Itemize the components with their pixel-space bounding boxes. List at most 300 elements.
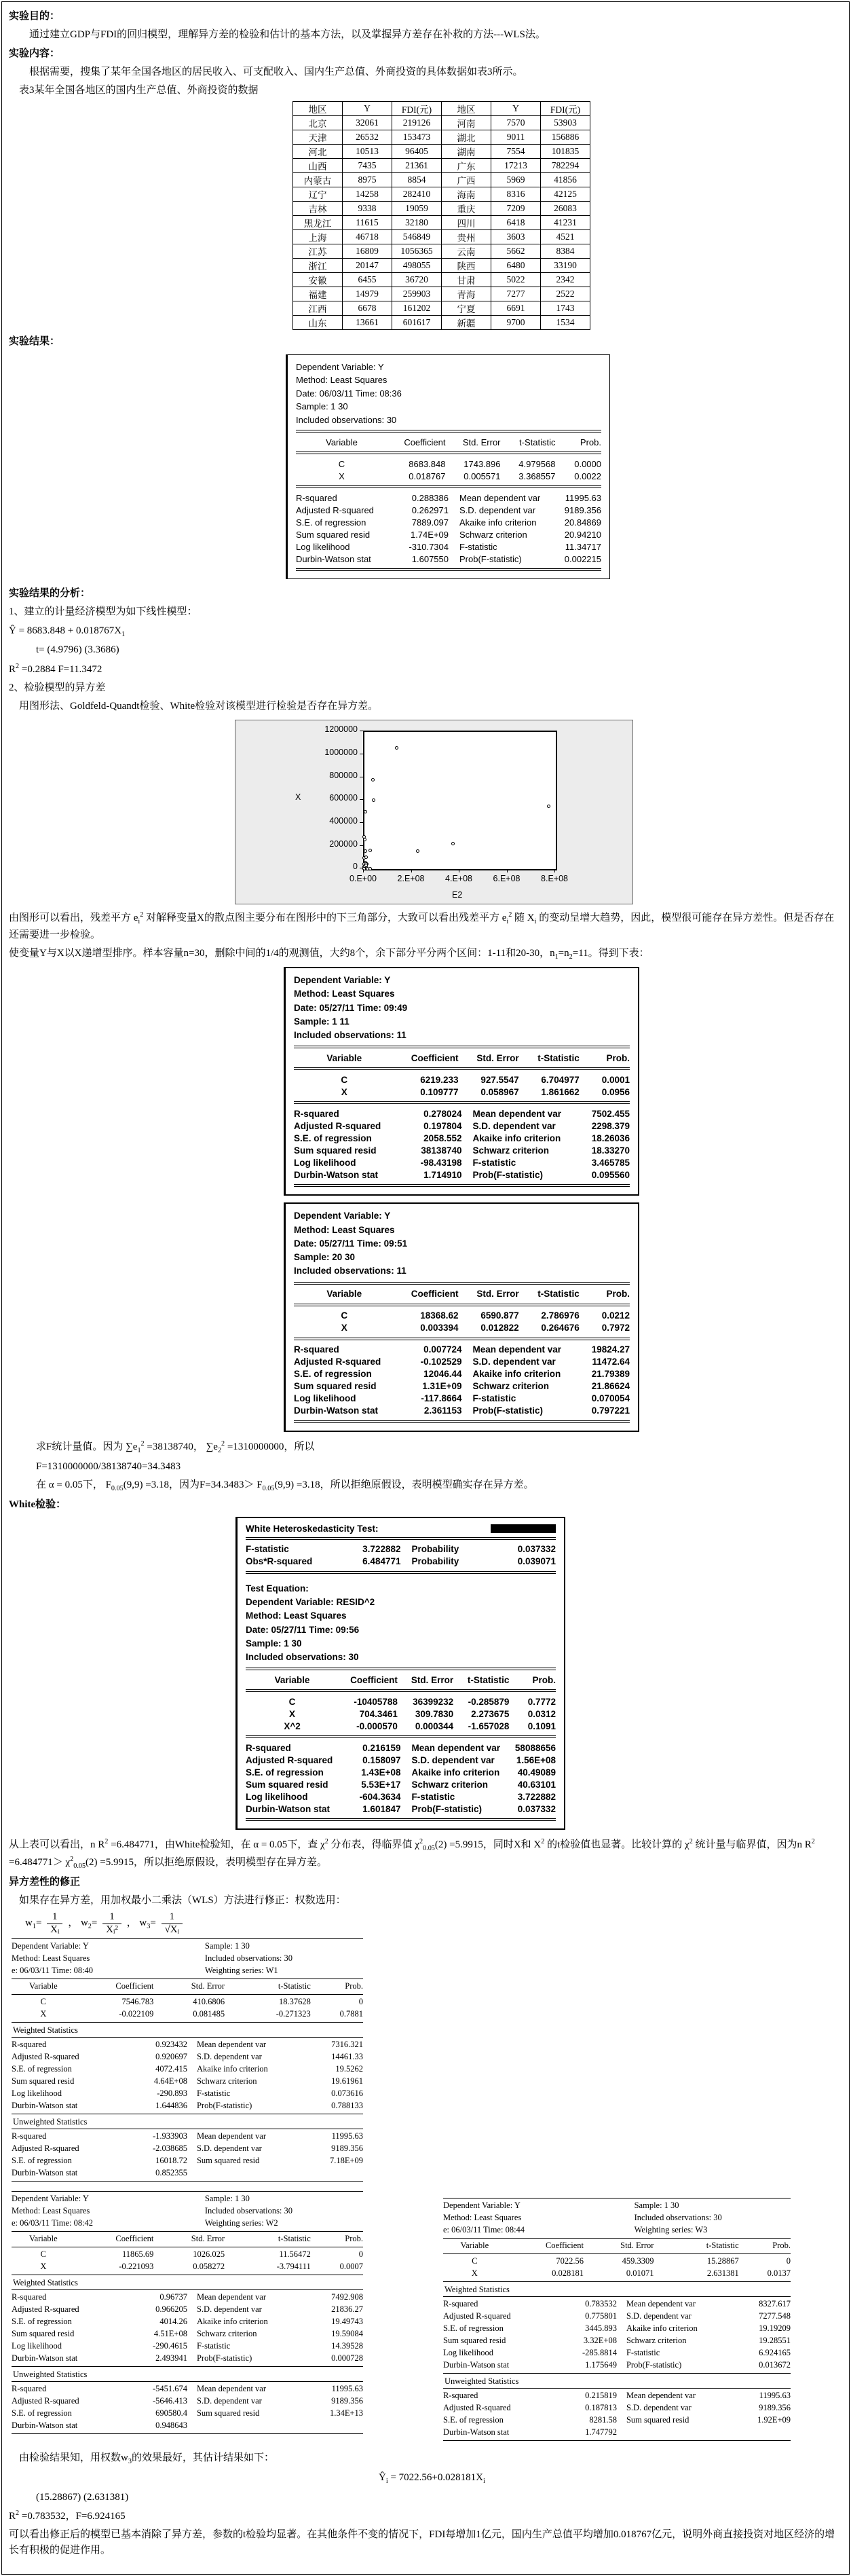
coef-cell: 410.6806 — [193, 1997, 225, 2007]
coef-cell: 7022.56 — [556, 2256, 584, 2266]
region-value-cell: 17213 — [491, 159, 541, 173]
double-rule — [296, 430, 601, 433]
stat-value: 0.013672 — [759, 2360, 791, 2370]
stat-value: 7502.455 — [591, 1108, 630, 1119]
coef-cell: 0 — [358, 1997, 363, 2007]
coef-cell: 0.264676 — [541, 1323, 580, 1333]
stat-label: S.E. of regression — [296, 517, 366, 528]
y-axis-tick-label: 800000 — [329, 770, 358, 780]
region-name-cell: 天津 — [293, 130, 343, 145]
region-value-cell: 282410 — [392, 187, 442, 202]
stats-row — [12, 2076, 363, 2088]
stat-value: 3.465785 — [591, 1157, 630, 1168]
coef-table — [12, 2249, 363, 2273]
coef-cell: C — [40, 1997, 46, 2007]
region-value-cell: 36720 — [392, 273, 442, 287]
unweighted-statistics-label: Unweighted Statistics — [12, 2116, 363, 2129]
white-top-table — [246, 1543, 556, 1568]
stat-label: R-squared — [12, 2131, 47, 2141]
output-header — [294, 974, 630, 1042]
output-header-line: e: 06/03/11 Time: 08:44 — [443, 2225, 525, 2235]
output-header-line: Weighting series: W3 — [634, 2225, 708, 2235]
stat-value: 0.96737 — [159, 2292, 187, 2302]
region-value-cell: 14979 — [343, 287, 392, 301]
wls-header-row — [12, 1953, 363, 1965]
region-name-cell: 山西 — [293, 159, 343, 173]
region-value-cell: 2342 — [541, 273, 590, 287]
stat-value: 0.775801 — [585, 2311, 617, 2321]
h-rule — [12, 2191, 363, 2192]
stats-row — [12, 2328, 363, 2340]
region-value-cell: 1056365 — [392, 244, 442, 259]
output-header-line: Included observations: 30 — [634, 2213, 722, 2223]
output-header-line: Date: 05/27/11 Time: 09:49 — [294, 1002, 408, 1013]
output-header-line: Dependent Variable: Y — [296, 361, 384, 372]
stat-value: -2.038685 — [152, 2143, 187, 2154]
wls-header-table — [12, 2193, 363, 2230]
coef-cell: 0.0000 — [574, 458, 601, 469]
output-header-line: Sample: 1 30 — [246, 1638, 302, 1649]
stat-value: -1.933903 — [152, 2131, 187, 2141]
stat-value: -285.8814 — [582, 2348, 617, 2358]
double-rule — [246, 1537, 556, 1540]
stat-value: -290.893 — [157, 2089, 187, 2099]
stats-row — [12, 2353, 363, 2365]
stat-label: S.D. dependent var — [472, 1120, 556, 1131]
coef-cell: 0.0001 — [601, 1074, 630, 1085]
h-rule — [12, 2022, 363, 2023]
coef-cell: X — [40, 2262, 47, 2272]
stats-table — [246, 1742, 556, 1815]
model-equation: Ŷ = $8683.848 + 0.018767X_1$ — [9, 625, 126, 638]
region-value-cell: 26532 — [343, 130, 392, 145]
double-rule — [296, 568, 601, 571]
stat-label: Adjusted R-squared — [443, 2311, 511, 2321]
section-analysis-title: 实验结果的分析： — [9, 588, 91, 599]
coef-cell: 0.005571 — [464, 471, 501, 481]
wls-header-row — [12, 1940, 363, 1953]
wls-header-row — [12, 2193, 363, 2205]
table-row — [293, 273, 590, 287]
stat-label: Durbin-Watson stat — [296, 553, 371, 564]
region-value-cell: 601617 — [392, 316, 442, 330]
coef-header-row — [12, 2233, 363, 2245]
stat-value: 6.924165 — [759, 2348, 791, 2358]
region-value-cell: 7570 — [491, 116, 541, 130]
coef-cell: X — [471, 2268, 478, 2279]
stat-value: 16018.72 — [155, 2156, 187, 2166]
goal-body: 通过建立GDP与FDI的回归模型，理解异方差的检验和估计的基本方法，以及掌握异方差存在补救的方法---WLS法。 — [29, 29, 546, 41]
stat-value: 0.187813 — [585, 2403, 617, 2413]
stat-value: 11995.63 — [331, 2131, 363, 2141]
data-point — [363, 838, 366, 841]
output-header-line: Method: Least Squares — [443, 2213, 522, 2223]
region-value-cell: 14258 — [343, 187, 392, 202]
stats-row — [12, 2100, 363, 2112]
region-value-cell: 546849 — [392, 230, 442, 244]
coef-cell: X — [339, 471, 345, 481]
coef-row — [12, 2249, 363, 2261]
stat-label: Prob(F-statistic) — [472, 1169, 543, 1180]
stats-row — [443, 2359, 791, 2372]
output-header-line: Included observations: 30 — [204, 1953, 293, 1964]
stat-label: Durbin-Watson stat — [12, 2101, 78, 2111]
coef-col-header: Variable — [326, 1052, 362, 1063]
coef-header-table — [296, 436, 601, 448]
region-name-cell: 广东 — [442, 159, 491, 173]
region-name-cell: 青海 — [442, 287, 491, 301]
stats-row — [294, 1156, 630, 1169]
stat-label: Log likelihood — [443, 2348, 493, 2358]
stat-value: 1.607550 — [411, 553, 449, 564]
stat-label: Adjusted R-squared — [12, 2396, 79, 2406]
stat-value: -5451.674 — [152, 2384, 187, 2394]
output-header-line: Dependent Variable: Y — [12, 1941, 89, 1951]
region-name-cell: 北京 — [293, 116, 343, 130]
fix-body: 如果存在异方差，用加权最小二乘法（WLS）方法进行修正：权数选用： — [19, 1895, 346, 1907]
stats-row — [294, 1393, 630, 1405]
stat-label: Sum squared resid — [12, 2076, 75, 2086]
coef-row — [294, 1310, 630, 1322]
stat-value: 7277.548 — [759, 2311, 791, 2321]
region-value-cell: 96405 — [392, 145, 442, 159]
coef-col-header: Std. Error — [476, 1052, 519, 1063]
double-rule — [246, 1571, 556, 1574]
stat-value: 0.216159 — [362, 1742, 401, 1753]
x-axis-tick-label: 6.E+08 — [493, 874, 521, 884]
stat-label: F-statistic — [472, 1157, 516, 1168]
stats-row — [294, 1107, 630, 1120]
coef-header-row — [294, 1288, 630, 1300]
coef-col-header: Coefficient — [115, 1981, 154, 1991]
region-name-cell: 宁夏 — [442, 301, 491, 316]
coef-cell: X — [341, 1086, 347, 1097]
stats-row — [246, 1766, 556, 1778]
stat-value: 3445.893 — [585, 2323, 617, 2334]
region-name-cell: 浙江 — [293, 259, 343, 273]
weights-formula: $w_1=$ $\frac{1}{\text{Xᵢ}}$ ， $w_2=$ $\frac{1}{\text{Xᵢ²}}$ ， $w_3=$ $\frac{1}{\text{√Xᵢ}}$ — [25, 1911, 842, 1936]
unweighted-statistics-label: Unweighted Statistics — [12, 2368, 363, 2382]
region-value-cell: 6455 — [343, 273, 392, 287]
gq-conclusion-line: 在 α = 0.05下， $F_{0.05}(9,9) =3.18$，因为$F=34.3483> F_{0.05}(9,9) =3.18$，所以拒绝原假设，表明模型确实存在异方差。 — [36, 1479, 534, 1492]
stat-value: 11.34717 — [565, 541, 601, 552]
region-name-cell: 山东 — [293, 316, 343, 330]
coef-cell: 18368.62 — [420, 1310, 459, 1321]
stats-row — [246, 1803, 556, 1815]
region-value-cell: 10513 — [343, 145, 392, 159]
stat-value: 8281.58 — [589, 2415, 617, 2425]
gq-sums-line: 求F统计量值。因为 $\sum e_1^2 =38138740$， $\sum e_2^2 =1310000000$，所以 — [36, 1439, 315, 1454]
stats-row — [12, 2155, 363, 2167]
coef-col-header: Variable — [460, 2241, 489, 2251]
coef-cell: 7546.783 — [121, 1997, 154, 2007]
r-squared-line: $R^2 =0.2884$ F=11.3472 — [9, 662, 102, 675]
coef-header-row — [443, 2240, 791, 2252]
coef-cell: 0.109777 — [420, 1086, 459, 1097]
double-rule — [246, 1689, 556, 1692]
region-name-cell: 广西 — [442, 173, 491, 187]
stat-value: 5.53E+17 — [361, 1779, 401, 1790]
double-rule — [294, 1067, 630, 1070]
stat-label: Sum squared resid — [626, 2415, 689, 2425]
stat-label: Mean dependent var — [626, 2391, 696, 2401]
stat-value: 12046.44 — [423, 1369, 462, 1380]
stat-label: Probability — [411, 1556, 459, 1567]
table-row — [293, 145, 590, 159]
coef-cell: C — [341, 1074, 348, 1085]
coef-row — [12, 2008, 363, 2021]
stat-label: F-statistic — [459, 541, 497, 552]
stat-label: S.E. of regression — [12, 2408, 72, 2418]
y-axis-tick-label: 1000000 — [324, 747, 358, 757]
stat-value: 4.64E+08 — [153, 2076, 187, 2086]
double-rule — [296, 485, 601, 488]
stat-label — [187, 2167, 303, 2179]
t-values-line: t= (4.9796) (3.3686) — [36, 644, 119, 656]
stat-label: Sum squared resid — [296, 529, 371, 540]
region-value-cell: 6480 — [491, 259, 541, 273]
final-equation: $Ŷ_i = 7022.56+0.028181X_i$ — [379, 2471, 485, 2485]
coef-header-row — [246, 1674, 556, 1686]
coef-cell: 0.012822 — [480, 1323, 519, 1333]
stat-label: Probability — [411, 1544, 459, 1555]
stats-row — [12, 2088, 363, 2100]
h-rule — [12, 1994, 363, 1995]
stats-row — [12, 2143, 363, 2155]
coef-cell: 0.028181 — [552, 2268, 584, 2279]
stat-label: Akaike info criterion — [626, 2323, 698, 2334]
data-point — [364, 864, 368, 867]
stat-label: Mean dependent var — [472, 1344, 562, 1355]
region-name-cell: 黑龙江 — [293, 216, 343, 230]
stat-value: 20.84869 — [564, 517, 601, 528]
stat-value: 1.747792 — [585, 2427, 617, 2437]
stat-value: 8327.617 — [759, 2299, 791, 2309]
coef-header-table — [294, 1288, 630, 1300]
coef-cell: -3.794111 — [276, 2262, 311, 2272]
white-top-row — [246, 1543, 556, 1556]
output-header-line: Sample: 1 30 — [296, 401, 348, 411]
stat-label: Durbin-Watson stat — [246, 1803, 330, 1814]
stat-value: 18.26036 — [591, 1133, 630, 1143]
region-value-cell: 8316 — [491, 187, 541, 202]
stat-label: R-squared — [294, 1108, 339, 1119]
coef-col-header: Prob. — [606, 1052, 630, 1063]
stats-row — [12, 2063, 363, 2076]
plot-area — [363, 731, 557, 870]
stats-row — [294, 1144, 630, 1156]
coef-cell: X — [289, 1708, 296, 1719]
coef-col-header: Std. Error — [191, 2234, 225, 2244]
coef-col-header: Prob. — [772, 2241, 791, 2251]
stat-value: 0.158097 — [362, 1754, 401, 1765]
stat-label: Mean dependent var — [196, 2131, 267, 2141]
stats-row — [12, 2340, 363, 2353]
stat-value: 0.923432 — [155, 2040, 187, 2050]
data-point — [368, 849, 372, 852]
region-value-cell: 42125 — [541, 187, 590, 202]
unweighted-stats-table — [12, 2131, 363, 2179]
stat-value: 20.94210 — [564, 529, 601, 540]
stat-label: Adjusted R-squared — [294, 1357, 381, 1367]
output-header-line: Dependent Variable: Y — [294, 1211, 391, 1221]
stat-value: 1.56E+08 — [516, 1754, 556, 1765]
stat-label: Schwarz criterion — [411, 1779, 489, 1790]
stat-label: Mean dependent var — [459, 492, 541, 503]
output-header — [296, 361, 601, 427]
coef-cell: 0.0956 — [601, 1086, 630, 1097]
stats-row — [443, 2298, 791, 2311]
coef-row — [246, 1720, 556, 1732]
stat-label: R-squared — [296, 492, 337, 503]
stat-label: R-squared — [294, 1344, 339, 1355]
stat-label: Mean dependent var — [626, 2299, 696, 2309]
stat-label: Adjusted R-squared — [246, 1754, 333, 1765]
stat-value: 0.262971 — [411, 504, 449, 515]
stat-label: Log likelihood — [246, 1791, 308, 1802]
coef-cell: 0.058967 — [480, 1086, 519, 1097]
stat-label: R-squared — [12, 2292, 47, 2302]
stat-label: Prob(F-statistic) — [411, 1803, 482, 1814]
coef-cell: 0.01071 — [626, 2268, 654, 2279]
stat-label: Obs*R-squared — [246, 1556, 313, 1567]
table-row — [293, 244, 590, 259]
coef-col-header: Variable — [326, 1289, 362, 1300]
coef-cell: C — [40, 2249, 46, 2260]
region-value-cell: 156886 — [541, 130, 590, 145]
region-value-cell: 33190 — [541, 259, 590, 273]
coef-table — [246, 1695, 556, 1732]
stat-value: 1.92E+09 — [757, 2415, 791, 2425]
region-name-cell: 云南 — [442, 244, 491, 259]
eviews-output-sample-20-30 — [284, 1202, 639, 1431]
h-rule — [443, 2281, 791, 2282]
wls-header-row — [12, 2205, 363, 2218]
coef-cell: 6219.233 — [420, 1074, 459, 1085]
stat-label: Mean dependent var — [411, 1742, 501, 1753]
region-value-cell: 101835 — [541, 145, 590, 159]
stat-value: 1.31E+09 — [422, 1381, 462, 1392]
stat-value: 0.948643 — [155, 2421, 187, 2431]
stat-label: Durbin-Watson stat — [443, 2427, 510, 2437]
stat-value: -5646.413 — [152, 2396, 187, 2406]
stat-label: Schwarz criterion — [196, 2076, 257, 2086]
coef-cell: -0.022109 — [119, 2009, 154, 2019]
stat-label: S.D. dependent var — [472, 1357, 556, 1367]
stat-label: F-statistic — [246, 1544, 289, 1555]
stats-row — [296, 492, 601, 504]
region-value-cell: 41856 — [541, 173, 590, 187]
stat-label: Durbin-Watson stat — [443, 2360, 510, 2370]
coef-row — [246, 1695, 556, 1708]
stats-row — [296, 504, 601, 516]
stat-label: S.E. of regression — [294, 1133, 372, 1143]
coef-cell: -0.221093 — [119, 2262, 154, 2272]
coef-cell: 2.273675 — [471, 1708, 510, 1719]
stats-row — [294, 1368, 630, 1380]
stat-label: Log likelihood — [294, 1157, 356, 1168]
stat-label: R-squared — [443, 2299, 478, 2309]
coef-cell: X — [40, 2009, 47, 2019]
stat-value: 4014.26 — [159, 2317, 187, 2327]
coef-cell: 36399232 — [413, 1696, 454, 1707]
region-col-header: Y — [491, 102, 541, 116]
region-value-cell: 5969 — [491, 173, 541, 187]
stat-label: Sum squared resid — [12, 2329, 75, 2339]
stat-label: R-squared — [12, 2384, 47, 2394]
output-header-line: Included observations: 30 — [246, 1652, 359, 1663]
double-rule — [294, 1304, 630, 1306]
stat-value: 690580.4 — [155, 2408, 187, 2418]
stat-value: 11995.63 — [565, 492, 601, 503]
coef-col-header: Std. Error — [476, 1289, 519, 1300]
stat-label: S.D. dependent var — [196, 2396, 262, 2406]
stat-label: Mean dependent var — [472, 1108, 562, 1119]
output-header-line: e: 06/03/11 Time: 08:42 — [12, 2218, 94, 2228]
stats-row — [296, 528, 601, 540]
stat-label: Log likelihood — [296, 541, 350, 552]
stat-label: Adjusted R-squared — [443, 2403, 511, 2413]
region-value-cell: 16809 — [343, 244, 392, 259]
x-axis-tick-label: 8.E+08 — [541, 874, 568, 884]
y-axis-tick-mark — [360, 799, 363, 800]
stats-row — [12, 2039, 363, 2051]
stat-label: Prob(F-statistic) — [472, 1405, 543, 1416]
output-header-line: Dependent Variable: Y — [294, 975, 391, 986]
stat-label: F-statistic — [626, 2348, 660, 2358]
coef-col-header: Prob. — [345, 2234, 363, 2244]
final-t-values: (15.28867) (2.631381) — [36, 2491, 129, 2503]
coef-col-header: Variable — [326, 437, 358, 447]
coef-col-header: Coefficient — [545, 2241, 584, 2251]
double-rule — [246, 1668, 556, 1670]
coef-cell: 15.28867 — [706, 2256, 739, 2266]
coef-col-header: t-Statistic — [467, 1674, 510, 1685]
stat-label: Log likelihood — [12, 2341, 62, 2351]
stat-value: 2058.552 — [423, 1133, 462, 1143]
stats-row — [12, 2395, 363, 2408]
weighted-stats-table — [443, 2298, 791, 2372]
coef-header-table — [12, 2233, 363, 2245]
stat-value: 0.788133 — [331, 2101, 363, 2111]
coef-row — [294, 1322, 630, 1334]
coef-cell: -0.271323 — [276, 2009, 311, 2019]
stat-value: 0.095560 — [591, 1169, 630, 1180]
data-point — [416, 849, 419, 853]
coef-col-header: Coefficient — [115, 2234, 154, 2244]
gq-f-line: F=1310000000/38138740=34.3483 — [36, 1460, 181, 1472]
table-row — [293, 316, 590, 330]
region-name-cell: 江西 — [293, 301, 343, 316]
region-value-cell: 32180 — [392, 216, 442, 230]
stat-value: 38138740 — [421, 1145, 462, 1156]
coef-cell: 2.631381 — [706, 2268, 739, 2279]
stat-value: 7492.908 — [331, 2292, 363, 2302]
stat-value: 21.86624 — [591, 1381, 630, 1392]
double-rule — [246, 1818, 556, 1821]
stat-label: S.E. of regression — [12, 2064, 72, 2074]
h-rule — [443, 2238, 791, 2239]
table-row — [293, 202, 590, 216]
white-test-title: White Heteroskedasticity Test: — [246, 1523, 379, 1534]
output-header-line: Test Equation: — [246, 1583, 309, 1594]
region-value-cell: 46718 — [343, 230, 392, 244]
section-results-title: 实验结果： — [9, 336, 60, 348]
stat-label: S.E. of regression — [12, 2156, 72, 2166]
stats-row — [443, 2414, 791, 2427]
region-value-cell: 32061 — [343, 116, 392, 130]
document-page — [1, 1, 850, 2575]
